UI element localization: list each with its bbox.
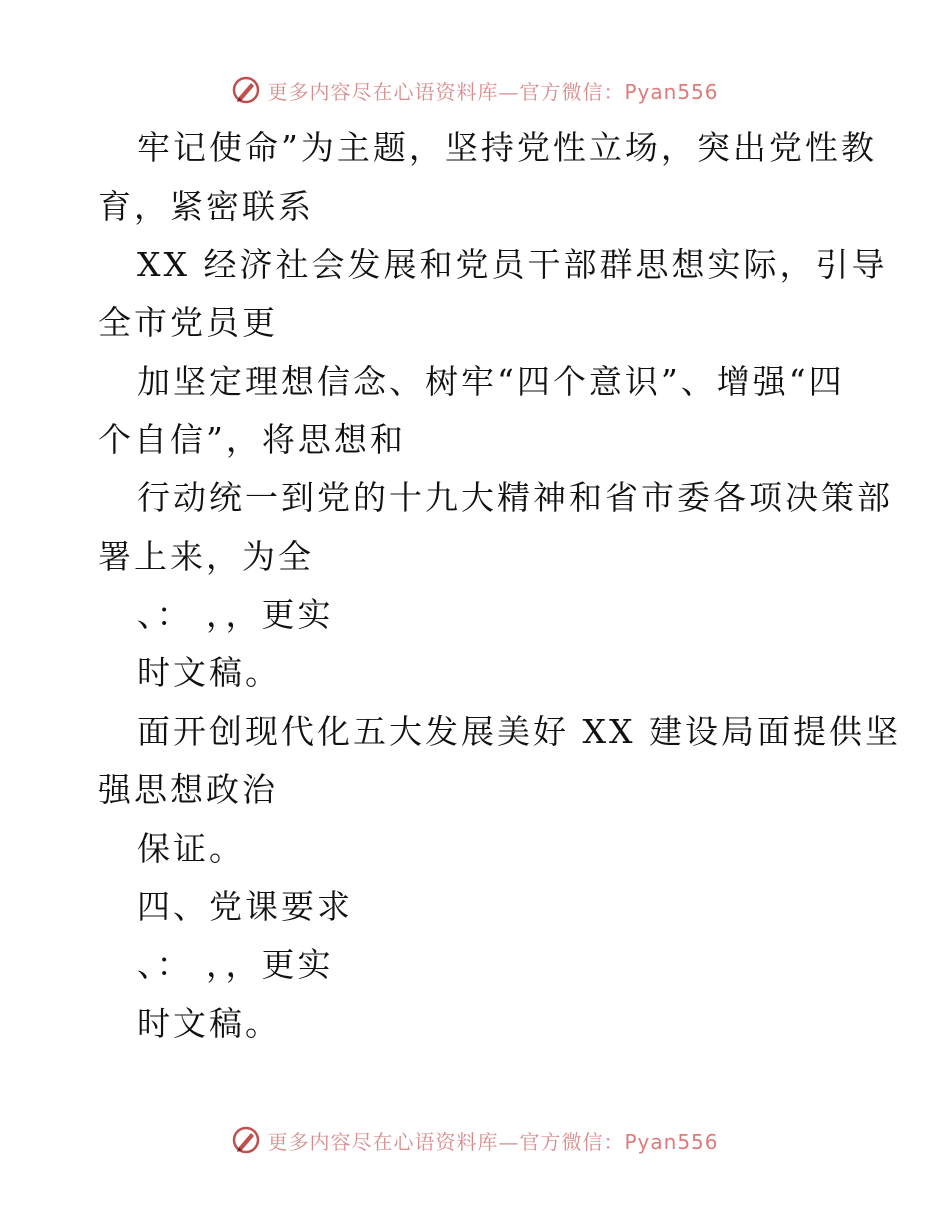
text-line: 署上来，为全 [98,537,314,576]
text-line: 保证。 [137,829,245,868]
text-line: 个自信”，将思想和 [98,420,406,459]
text-line: 时文稿。 [137,653,281,692]
text-line: 、： ，，更实 [137,945,334,984]
text-line: 行动统一到党的十九大精神和省市委各项决策部 [137,478,893,517]
text-line: 、： ，，更实 [137,595,334,634]
text-line: XX 经济社会发展和党员干部群思想实际，引导 [137,245,888,284]
text-line: 强思想政治 [98,770,278,809]
pen-circle-logo-icon [231,75,261,105]
text-line: 育，紧密联系 [98,187,314,226]
text-line: 加坚定理想信念、树牢“四个意识”、增强“四 [137,362,845,401]
text-line: 面开创现代化五大发展美好 XX 建设局面提供坚 [137,712,901,751]
section-heading: 四、党课要求 [137,887,353,926]
watermark-text: 更多内容尽在心语资料库—官方微信：Pyan556 [267,79,719,104]
pen-circle-logo-icon [231,1125,261,1155]
text-line: 时文稿。 [137,1004,281,1043]
footer-watermark [0,1120,950,1160]
text-line: 全市党员更 [98,303,278,342]
watermark-text: 更多内容尽在心语资料库—官方微信：Pyan556 [267,1129,719,1154]
header-watermark [0,70,950,110]
text-line: 牢记使命”为主题，坚持党性立场，突出党性教 [137,128,877,167]
